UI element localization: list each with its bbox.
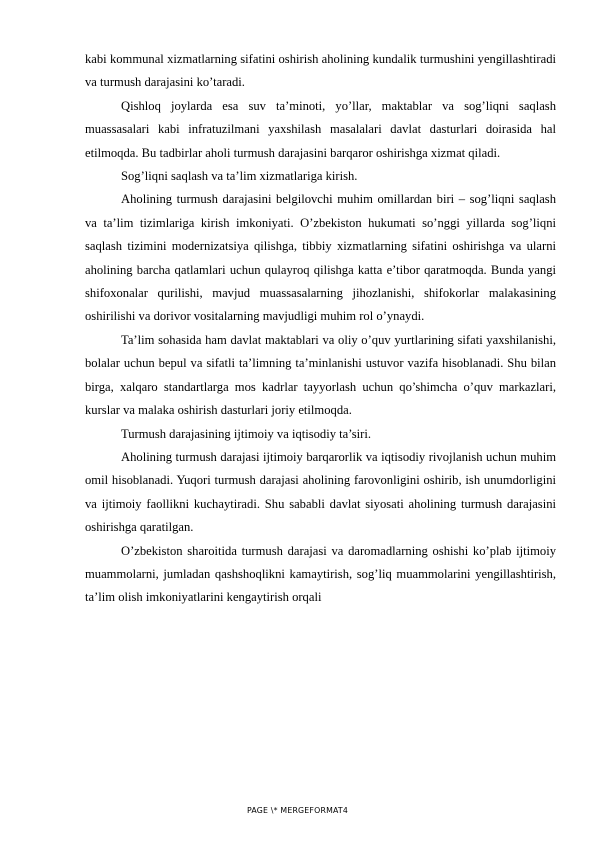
document-body (85, 48, 556, 610)
section-heading-health-education: Sog’liqni saqlash va ta’lim xizmatlariga kirish. (121, 169, 358, 184)
page-footer: PAGE \* MERGEFORMAT4 (246, 806, 349, 815)
paragraph-1: kabi kommunal xizmatlarning sifatini oshirish aholining kundalik turmushini yengillashtiradi va turmush darajasini ko’taradi. (85, 52, 556, 90)
paragraph-7: Aholining turmush darajasi ijtimoiy barqarorlik va iqtisodiy rivojlanish uchun muhim omil hisoblanadi. Yuqori turmush darajasi aholining farovonligini oshirib, ish unumdorligini va ijtimoiy faollikni kuchaytiradi. Shu sababli davlat siyosati aholining turmush darajasini oshirishga qaratilgan. (85, 449, 556, 535)
section-heading-social-economic: Turmush darajasining ijtimoiy va iqtisodiy ta’siri. (121, 426, 372, 441)
paragraph-2: Qishloq joylarda esa suv ta’minoti, yo’llar, maktablar va sog’liqni saqlash muassasalari kabi infratuzilmani yaxshilash masalalari davlat dasturlari doirasida hal etilmoqda. Bu tadbirlar aholi turmush darajasini barqaror oshirishga xizmat qiladi. (85, 98, 556, 160)
paragraph-5: Ta’lim sohasida ham davlat maktablari va oliy o’quv yurtlarining sifati yaxshilanishi, bolalar uchun bepul va sifatli ta’limning ta’minlanishi ustuvor vazifa hisoblanadi. Shu bilan birga, xalqaro standartlarga mos kadrlar tayyorlash uchun qo’shimcha o’quv markazlari, kurslar va malaka oshirish dasturlari joriy etilmoqda. (85, 332, 556, 418)
paragraph-4: Aholining turmush darajasini belgilovchi muhim omillardan biri – sog’liqni saqlash va ta’lim tizimlariga kirish imkoniyati. O’zbekiston hukumati so’nggi yillarda sog’liqni saqlash tizimini modernizatsiya qilishga, tibbiy xizmatlarning sifatini oshirishga va ularni aholining barcha qatlamlari uchun qulayroq qilishga katta e’tibor qaratmoqda. Bunda yangi shifoxonalar qurilishi, mavjud muassasalarning jihozlanishi, shifokorlar malakasining oshirilishi va dorivor vositalarning mavjudligi muhim rol o’ynaydi. (85, 192, 556, 324)
paragraph-8: O’zbekiston sharoitida turmush darajasi va daromadlarning oshishi ko’plab ijtimoiy muammolarni, jumladan qashshoqlikni kamaytirish, sog’liq muammolarini yengillashtirish, ta’lim olish imkoniyatlarini kengaytirish orqali (85, 543, 556, 605)
